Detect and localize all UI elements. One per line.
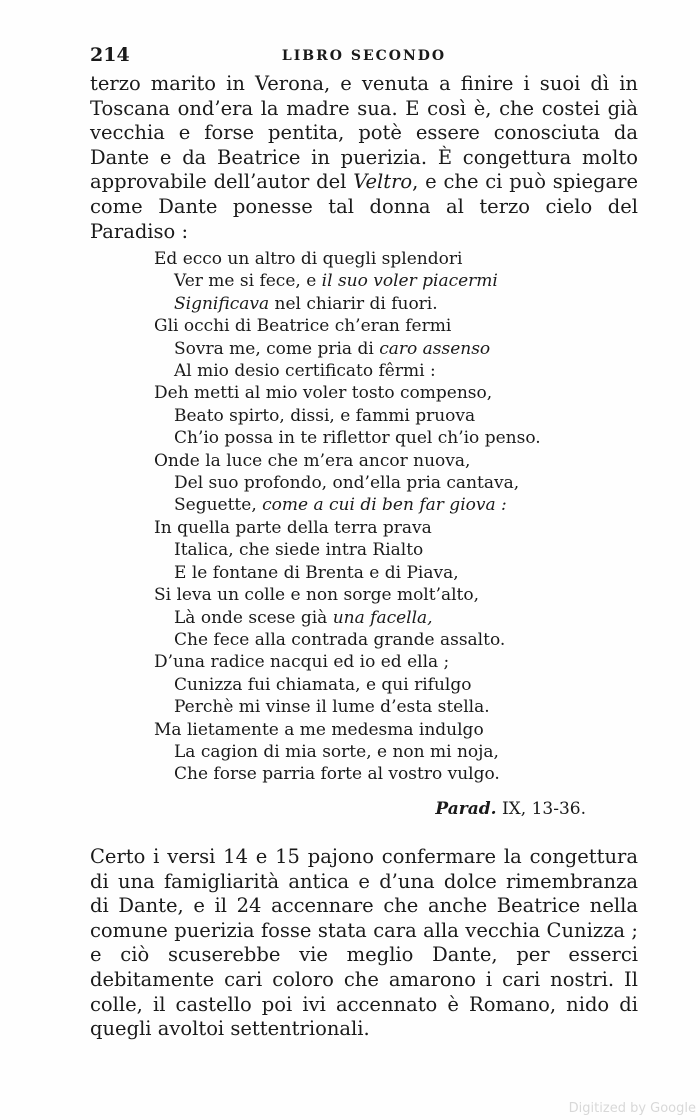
verse-line <box>154 719 594 741</box>
verse-line <box>154 696 594 718</box>
verse-line <box>154 450 594 472</box>
verse-line <box>154 584 594 606</box>
verse-text: Perchè mi vinse il lume d’esta stella. <box>174 697 490 718</box>
verse-text: Seguette, <box>174 495 263 516</box>
verse-text: Onde la luce che m’era ancor nuova, <box>154 450 471 471</box>
digitizer-watermark: Digitized by Google <box>568 1101 696 1116</box>
verse-text: Del suo profondo, ond’ella pria cantava, <box>174 473 520 494</box>
verse-line <box>154 382 594 404</box>
verse-italic: caro assenso <box>379 338 491 359</box>
verse-line <box>154 270 594 292</box>
verse-text: Ch’io possa in te riflettor quel ch’io penso. <box>174 428 541 449</box>
verse-line <box>154 315 594 337</box>
verse-line <box>154 539 594 561</box>
verse-text: Cunizza fui chiamata, e qui rifulgo <box>174 674 472 695</box>
citation-work: Parad. <box>435 799 497 819</box>
verse-quotation <box>154 248 594 786</box>
verse-line <box>154 472 594 494</box>
verse-line <box>154 629 594 651</box>
verse-line <box>154 494 594 516</box>
verse-line <box>154 651 594 673</box>
citation-ref: IX, 13-36. <box>496 799 586 819</box>
verse-text: La cagion di mia sorte, e non mi noja, <box>174 741 499 762</box>
verse-line <box>154 562 594 584</box>
verse-text: Si leva un colle e non sorge molt’alto, <box>154 585 480 606</box>
verse-text: Italica, che siede intra Rialto <box>174 540 424 561</box>
verse-text: In quella parte della terra prava <box>154 517 432 538</box>
verse-text: Che forse parria forte al vostro vulgo. <box>174 764 500 785</box>
verse-italic: come a cui di ben far giova : <box>262 495 507 516</box>
running-head: LIBRO SECONDO <box>281 48 447 64</box>
verse-line <box>154 517 594 539</box>
verse-line <box>154 763 594 785</box>
verse-line <box>154 674 594 696</box>
intro-text-a: terzo marito in Verona, e venuta a finire i suoi dì in Toscana ond’era la madre sua. E così è, che costei già vecchia e forse pentita, potè essere conosciuta da Dante e da Beatrice in puerizia. È congettura molto approvabile dell’autor del <box>90 72 638 194</box>
verse-text: Ver me si fece, e <box>174 271 322 292</box>
verse-italic: Significava <box>174 293 270 314</box>
commentary-paragraph: Certo i versi 14 e 15 pajono confermare la congettura di una famigliarità antica e d’una dolce rimembranza di Dante, e il 24 accennare che anche Beatrice nella comune puerizia fosse stata cara alla vecchia Cunizza ; e ciò scuserebbe vie meglio Dante, per esserci debitamente cari coloro che amarono i cari nostri. Il colle, il castello poi ivi accennato è Romano, nido di quegli avoltoi settentrionali. <box>90 845 638 1041</box>
verse-text: D’una radice nacqui ed io ed ella ; <box>154 652 450 673</box>
verse-text: Gli occhi di Beatrice ch’eran fermi <box>154 316 452 337</box>
verse-line <box>154 607 594 629</box>
veltro-title: Veltro <box>353 170 413 194</box>
page-number: 214 <box>90 44 130 66</box>
verse-line <box>154 741 594 763</box>
verse-line <box>154 338 594 360</box>
verse-text: Ed ecco un altro di quegli splendori <box>154 249 463 269</box>
verse-italic: il suo voler piacermi <box>321 271 498 292</box>
verse-line <box>154 427 594 449</box>
verse-text: E le fontane di Brenta e di Piava, <box>174 562 459 583</box>
verse-text: Là onde scese già <box>174 607 333 628</box>
verse-text: Al mio desio certificato fêrmi : <box>174 361 436 382</box>
verse-citation <box>435 799 586 819</box>
verse-text: Che fece alla contrada grande assalto. <box>174 629 506 650</box>
verse-line <box>154 248 594 270</box>
page-header <box>90 44 638 70</box>
verse-text: Ma lietamente a me medesma indulgo <box>154 719 484 740</box>
intro-text-b: , e che ci può spiegare come Dante ponesse tal donna al terzo cielo del Paradiso : <box>90 170 639 243</box>
verse-line <box>154 293 594 315</box>
verse-line <box>154 360 594 382</box>
verse-italic: una facella, <box>332 607 433 628</box>
verse-text: Deh metti al mio voler tosto compenso, <box>154 383 493 404</box>
verse-line <box>154 405 594 427</box>
intro-paragraph <box>90 72 638 244</box>
verse-text: nel chiarir di fuori. <box>269 293 438 314</box>
verse-text: Beato spirto, dissi, e fammi pruova <box>174 405 476 426</box>
verse-text: Sovra me, come pria di <box>174 338 380 359</box>
